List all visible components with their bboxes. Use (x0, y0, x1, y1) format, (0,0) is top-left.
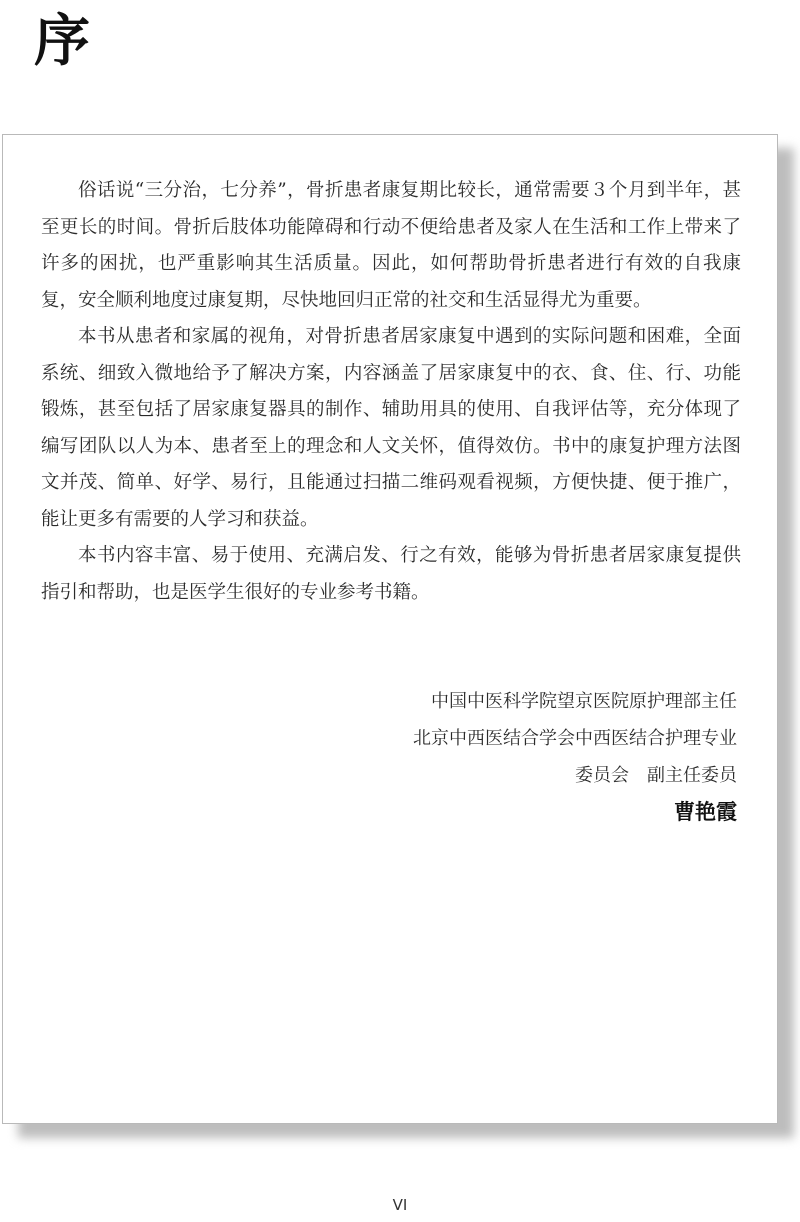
page-title: 序 (34, 9, 90, 74)
page-number: VI (392, 1196, 408, 1214)
signature-title-line-2: 北京中西医结合学会中西医结合护理专业 (413, 728, 737, 749)
paragraph-1: 俗话说“三分治，七分养”，骨折患者康复期比较长，通常需要３个月到半年，甚至更长的时间。骨折后肢体功能障碍和行动不便给患者及家人在生活和工作上带来了许多的困扰，也严重影响其生活质量。因此，如何帮助骨折患者进行有效的自我康复，安全顺利地度过康复期，尽快地回归正常的社交和生活显得尤为重要。 (41, 180, 741, 311)
signature-title-line-3: 委员会 副主任委员 (575, 765, 737, 786)
preface-body (41, 173, 741, 611)
paragraph-2: 本书从患者和家属的视角，对骨折患者居家康复中遇到的实际问题和困难，全面系统、细致入微地给予了解决方案，内容涵盖了居家康复中的衣、食、住、行、功能锻炼，甚至包括了居家康复器具的制作、辅助用具的使用、自我评估等，充分体现了编写团队以人为本、患者至上的理念和人文关怀，值得效仿。书中的康复护理方法图文并茂、简单、好学、易行，且能通过扫描二维码观看视频，方便快捷、便于推广，能让更多有需要的人学习和获益。 (41, 326, 741, 530)
preface-content-box (2, 134, 778, 1124)
paragraph-3: 本书内容丰富、易于使用、充满启发、行之有效，能够为骨折患者居家康复提供指引和帮助，也是医学生很好的专业参考书籍。 (41, 545, 741, 603)
signature-block (413, 683, 737, 830)
signature-title-line-1: 中国中医科学院望京医院原护理部主任 (431, 691, 737, 712)
signature-name: 曹艳霞 (674, 800, 737, 824)
